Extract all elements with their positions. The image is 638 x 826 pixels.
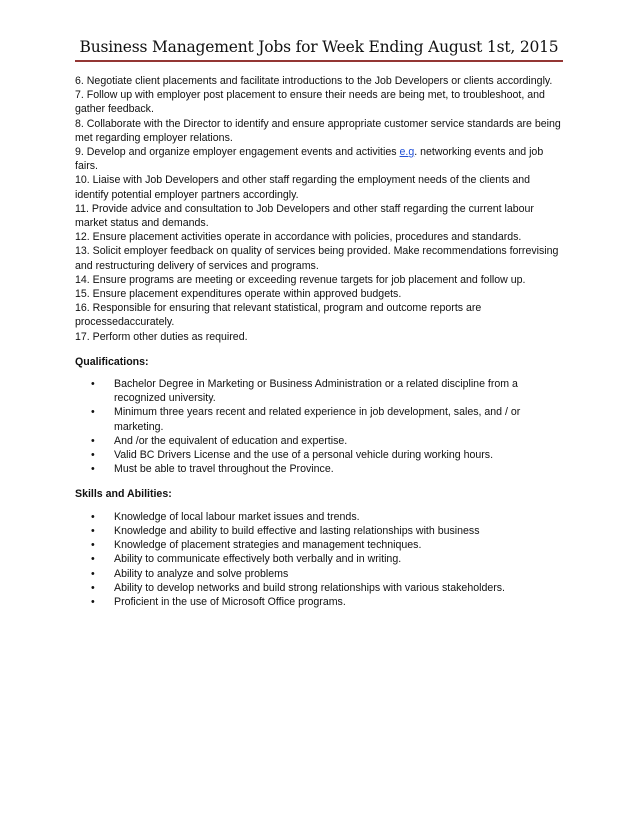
qualifications-list — [75, 377, 571, 476]
duty-line: 11. Provide advice and consultation to Job Developers and other staff regarding the current labour — [75, 202, 534, 215]
document-body — [75, 74, 571, 609]
duty-line: and restructuring delivery of services and programs. — [75, 259, 319, 272]
duty-line: processedaccurately. — [75, 316, 175, 329]
list-item — [75, 567, 571, 581]
duty-line: fairs. — [75, 160, 98, 173]
bullet-icon: • — [91, 553, 95, 566]
list-item-continuation — [75, 420, 571, 434]
duty-line: identify potential employer partners accordingly. — [75, 188, 299, 201]
bullet-icon: • — [91, 567, 95, 580]
list-item-text: Proficient in the use of Microsoft Office programs. — [114, 595, 346, 608]
duty-line: met regarding employer relations. — [75, 131, 233, 144]
bullet-icon: • — [91, 539, 95, 552]
list-item-continuation — [75, 391, 571, 405]
duty-line: 15. Ensure placement expenditures operate within approved budgets. — [75, 288, 402, 301]
duty-line: gather feedback. — [75, 103, 154, 116]
list-item-text: Ability to develop networks and build strong relationships with various stakeholders. — [114, 581, 506, 594]
list-item — [75, 524, 571, 538]
list-item-text: Bachelor Degree in Marketing or Business Administration or a related discipline from a — [114, 378, 518, 391]
bullet-icon: • — [91, 406, 95, 419]
list-item-text: marketing. — [114, 420, 164, 433]
list-item — [75, 510, 571, 524]
bullet-icon: • — [91, 434, 95, 447]
bullet-icon: • — [91, 510, 95, 523]
list-item-text: Ability to communicate effectively both verbally and in writing. — [114, 553, 402, 566]
list-item — [75, 462, 571, 476]
bullet-icon: • — [91, 449, 95, 462]
bullet-icon: • — [91, 524, 95, 537]
list-item — [75, 405, 571, 419]
eg-link[interactable]: e.g — [399, 146, 415, 159]
duty-line: 16. Responsible for ensuring that relevant statistical, program and outcome reports are — [75, 302, 482, 315]
duty-line: 12. Ensure placement activities operate in accordance with policies, procedures and standards. — [75, 231, 522, 244]
duty-9-text: 9. Develop and organize employer engagement events and activities — [75, 146, 400, 159]
page-header-title: Business Management Jobs for Week Ending August 1st, 2015 — [79, 38, 559, 56]
duty-line: 8. Collaborate with the Director to identify and ensure appropriate customer service standards are being — [75, 117, 561, 130]
list-item-text: And /or the equivalent of education and expertise. — [114, 434, 348, 447]
duty-line: 7. Follow up with employer post placement to ensure their needs are being met, to troubleshoot, and — [75, 89, 545, 102]
list-item — [75, 538, 571, 552]
list-item — [75, 595, 571, 609]
duty-line: 6. Negotiate client placements and facilitate introductions to the Job Developers or clients accordingly. — [75, 75, 553, 87]
header-rule — [75, 60, 563, 62]
duty-line: 17. Perform other duties as required. — [75, 330, 248, 343]
list-item-text: Must be able to travel throughout the Province. — [114, 463, 334, 476]
bullet-icon: • — [91, 463, 95, 476]
list-item-text: Ability to analyze and solve problems — [114, 567, 289, 580]
duty-9-tail: . networking events and job — [414, 146, 544, 159]
qualifications-heading: Qualifications: — [75, 355, 149, 368]
list-item — [75, 377, 571, 391]
list-item-text: Knowledge of placement strategies and management techniques. — [114, 539, 422, 552]
duty-line: 10. Liaise with Job Developers and other staff regarding the employment needs of the clients and — [75, 174, 531, 187]
bullet-icon: • — [91, 595, 95, 608]
list-item-text: Knowledge and ability to build effective and lasting relationships with business — [114, 524, 480, 537]
skills-heading: Skills and Abilities: — [75, 488, 172, 501]
bullet-icon: • — [91, 378, 95, 391]
list-item-text: Valid BC Drivers License and the use of a personal vehicle during working hours. — [114, 449, 494, 462]
list-item-text: Knowledge of local labour market issues and trends. — [114, 510, 360, 523]
list-item — [75, 448, 571, 462]
list-item-text: recognized university. — [114, 392, 216, 405]
list-item — [75, 552, 571, 566]
duty-line: 14. Ensure programs are meeting or exceeding revenue targets for job placement and follow up. — [75, 273, 526, 286]
list-item — [75, 581, 571, 595]
bullet-icon: • — [91, 581, 95, 594]
duty-line: 13. Solicit employer feedback on quality of services being provided. Make recommendations forrevising — [75, 245, 559, 258]
skills-list — [75, 510, 571, 609]
list-item-text: Minimum three years recent and related experience in job development, sales, and / or — [114, 406, 521, 419]
duties-list — [75, 74, 571, 344]
duty-line-9 — [75, 145, 571, 159]
list-item — [75, 434, 571, 448]
duty-line: market status and demands. — [75, 217, 209, 230]
